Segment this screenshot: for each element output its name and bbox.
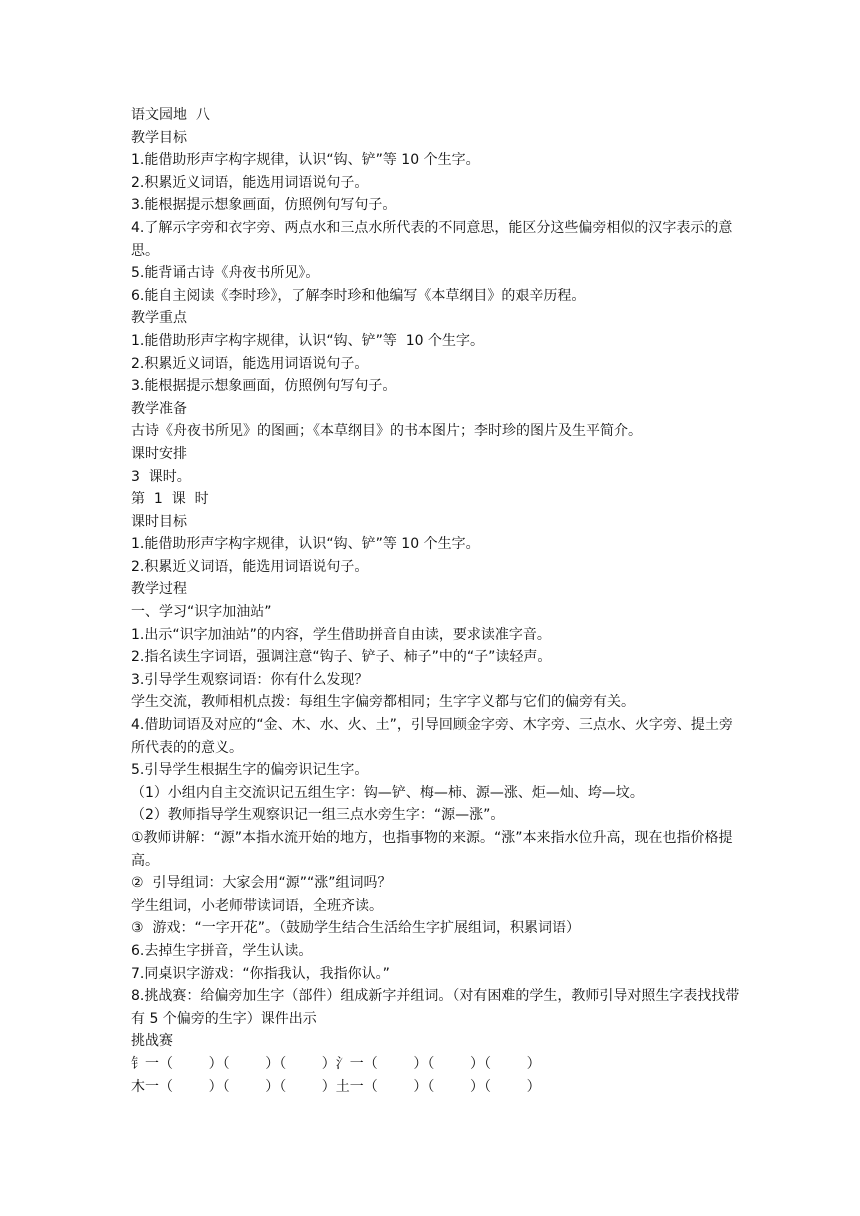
lesson-goal-1: 1.能借助形声字构字规律，认识“钩、铲”等 10 个生字。 — [131, 536, 480, 553]
process-step-5: 5.引导学生根据生字的偏旁识记生字。 — [131, 762, 369, 779]
process-step-5-sub-2: （2）教师指导学生观察识记一组三点水旁生字：“源—涨”。 — [131, 807, 505, 824]
goal-3: 3.能根据提示想象画面，仿照例句写句子。 — [131, 197, 397, 214]
heading-lesson-goals: 课时目标 — [131, 513, 187, 530]
lesson-1-heading: 第 1 课 时 — [131, 491, 209, 508]
process-step-5-sub-2-b-detail: 学生组词，小老师带读词语，全班齐读。 — [131, 897, 383, 914]
goal-6: 6.能自主阅读《李时珍》，了解李时珍和他编写《本草纲目》的艰辛历程。 — [131, 287, 586, 304]
process-step-5-sub-1: （1）小组内自主交流识记五组生字：钩—铲、梅—柿、源—涨、炬—灿、垮—坟。 — [131, 784, 644, 801]
schedule-text: 3 课时。 — [131, 468, 191, 485]
process-step-8: 8.挑战赛：给偏旁加生字（部件）组成新字并组词。（对有困难的学生，教师引导对照生字表找找带有 5 个偏旁的生字）课件出示 — [131, 988, 740, 1027]
goal-5: 5.能背诵古诗《舟夜书所见》。 — [131, 265, 320, 282]
heading-teaching-process: 教学过程 — [131, 581, 187, 598]
heading-teaching-goals: 教学目标 — [131, 129, 187, 146]
heading-teaching-focus: 教学重点 — [131, 310, 187, 327]
process-step-1: 1.出示“识字加油站”的内容，学生借助拼音自由读，要求读准字音。 — [131, 626, 551, 643]
process-step-3-detail: 学生交流，教师相机点拨：每组生字偏旁都相同；生字字义都与它们的偏旁有关。 — [131, 694, 635, 711]
heading-teaching-prep: 教学准备 — [131, 400, 187, 417]
goal-1: 1.能借助形声字构字规律，认识“钩、铲”等 10 个生字。 — [131, 152, 480, 169]
prep-text: 古诗《舟夜书所见》的图画；《本草纲目》的书本图片；李时珍的图片及生平简介。 — [131, 423, 642, 440]
process-step-4: 4.借助词语及对应的“金、木、水、火、土”，引导回顾金字旁、木字旁、三点水、火字旁、提土旁所代表的的意义。 — [131, 717, 733, 756]
goal-2: 2.积累近义词语，能选用词语说句子。 — [131, 174, 369, 191]
focus-1: 1.能借助形声字构字规律，认识“钩、铲”等 10 个生字。 — [131, 332, 485, 349]
process-step-3: 3.引导学生观察词语：你有什么发现？ — [131, 671, 369, 688]
exercise-row-1: 钅一（ ）（ ）（ ）氵一（ ）（ ）（ ） — [131, 1055, 541, 1072]
document-page — [131, 104, 741, 1098]
document-title: 语文园地 八 — [131, 107, 210, 123]
lesson-goal-2: 2.积累近义词语，能选用词语说句子。 — [131, 558, 369, 575]
process-step-5-sub-2-a: ①教师讲解：“源”本指水流开始的地方，也指事物的来源。“涨”本来指水位升高，现在也指价格提高。 — [131, 830, 733, 869]
process-step-5-sub-2-c: ③ 游戏：“一字开花”。（鼓励学生结合生活给生字扩展组词，积累词语） — [131, 920, 580, 937]
heading-lesson-schedule: 课时安排 — [131, 445, 187, 462]
challenge-heading: 挑战赛 — [131, 1033, 173, 1050]
focus-3: 3.能根据提示想象画面，仿照例句写句子。 — [131, 378, 397, 395]
goal-4: 4.了解示字旁和衣字旁、两点水和三点水所代表的不同意思，能区分这些偏旁相似的汉字表示的意思。 — [131, 219, 733, 259]
process-step-5-sub-2-b: ② 引导组词：大家会用“源”“涨”组词吗？ — [131, 875, 392, 892]
process-step-2: 2.指名读生字词语，强调注意“钩子、铲子、柿子”中的“子”读轻声。 — [131, 649, 552, 666]
process-step-6: 6.去掉生字拼音，学生认读。 — [131, 942, 313, 959]
process-step-7: 7.同桌识字游戏：“你指我认，我指你认。” — [131, 965, 390, 982]
section-1-heading: 一、学习“识字加油站” — [131, 604, 272, 621]
exercise-row-2: 木一（ ）（ ）（ ）土一（ ）（ ）（ ） — [131, 1078, 541, 1095]
focus-2: 2.积累近义词语，能选用词语说句子。 — [131, 355, 369, 372]
